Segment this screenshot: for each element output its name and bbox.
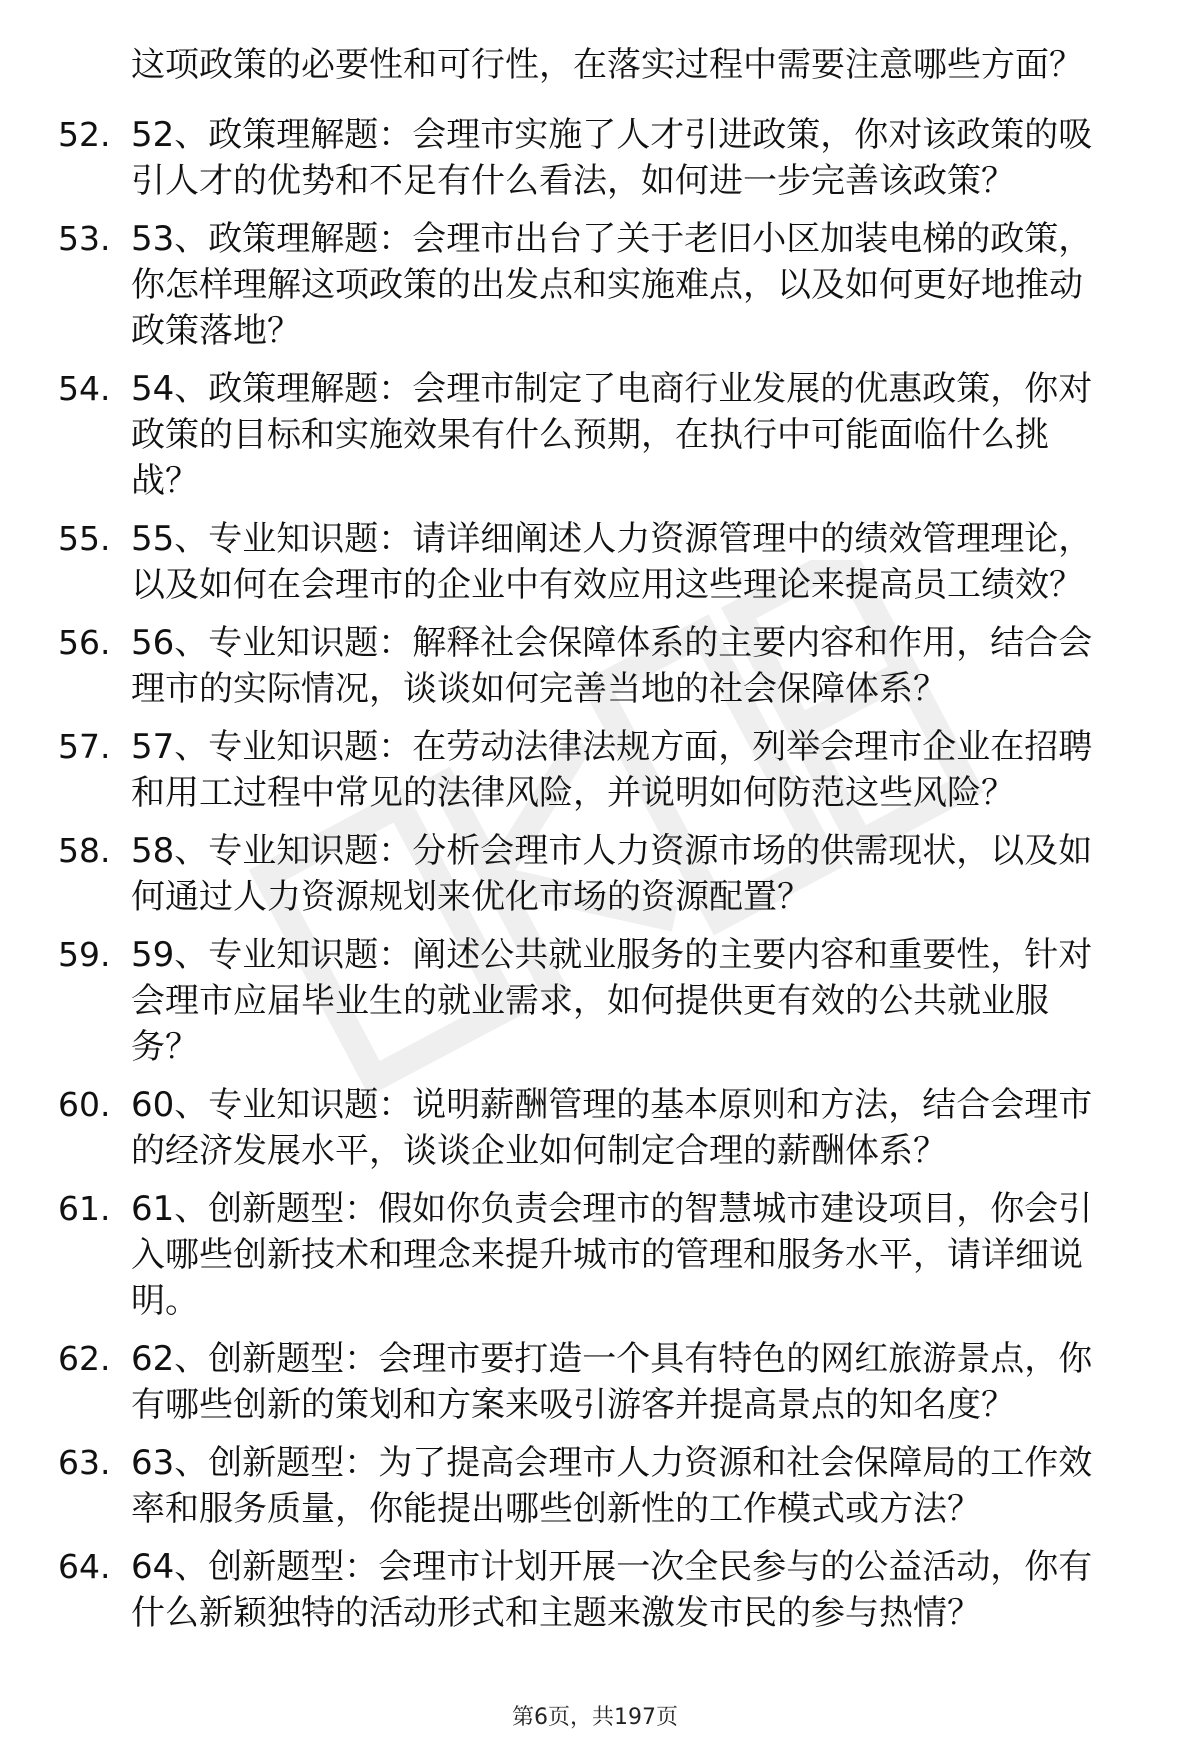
- question-line: 57、专业知识题：在劳动法律法规方面，列举会理市企业在招聘: [131, 727, 1093, 767]
- question-line: 明。: [131, 1281, 199, 1321]
- question-item: [58, 216, 1158, 354]
- question-text: [131, 1544, 1151, 1636]
- question-line: 62、创新题型：会理市要打造一个具有特色的网红旅游景点，你: [131, 1339, 1093, 1379]
- question-line: 54、政策理解题：会理市制定了电商行业发展的优惠政策，你对: [131, 369, 1093, 409]
- question-line: 政策的目标和实施效果有什么预期，在执行中可能面临什么挑: [131, 415, 1049, 455]
- question-number: 56.: [58, 623, 111, 662]
- question-line: 以及如何在会理市的企业中有效应用这些理论来提高员工绩效？: [131, 565, 1083, 605]
- question-number: 61.: [58, 1189, 111, 1228]
- question-line: 何通过人力资源规划来优化市场的资源配置？: [131, 877, 811, 917]
- question-item: [58, 1544, 1158, 1636]
- continuation-text: 这项政策的必要性和可行性，在落实过程中需要注意哪些方面？: [131, 45, 1083, 85]
- question-item: [58, 366, 1158, 504]
- question-line: 60、专业知识题：说明薪酬管理的基本原则和方法，结合会理市: [131, 1085, 1093, 1125]
- question-line: 率和服务质量，你能提出哪些创新性的工作模式或方法？: [131, 1489, 981, 1529]
- question-text: [131, 724, 1151, 816]
- question-line: 53、政策理解题：会理市出台了关于老旧小区加装电梯的政策，: [131, 219, 1093, 259]
- question-text: [131, 1186, 1151, 1324]
- question-number: 64.: [58, 1547, 111, 1586]
- question-item: [58, 112, 1158, 204]
- question-line: 引人才的优势和不足有什么看法，如何进一步完善该政策？: [131, 161, 1015, 201]
- question-line: 战？: [131, 461, 199, 501]
- question-number: 57.: [58, 727, 111, 766]
- question-line: 64、创新题型：会理市计划开展一次全民参与的公益活动，你有: [131, 1547, 1093, 1587]
- question-text: [131, 620, 1151, 712]
- question-item: [58, 1186, 1158, 1324]
- question-line: 入哪些创新技术和理念来提升城市的管理和服务水平，请详细说: [131, 1235, 1083, 1275]
- question-line: 63、创新题型：为了提高会理市人力资源和社会保障局的工作效: [131, 1443, 1093, 1483]
- question-line: 52、政策理解题：会理市实施了人才引进政策，你对该政策的吸: [131, 115, 1093, 155]
- question-line: 58、专业知识题：分析会理市人力资源市场的供需现状，以及如: [131, 831, 1093, 871]
- question-text: [131, 932, 1151, 1070]
- question-line: 务？: [131, 1027, 199, 1067]
- question-text: [131, 112, 1151, 204]
- question-line: 和用工过程中常见的法律风险，并说明如何防范这些风险？: [131, 773, 1015, 813]
- question-number: 62.: [58, 1339, 111, 1378]
- question-number: 53.: [58, 219, 111, 258]
- question-number: 58.: [58, 831, 111, 870]
- question-item: [58, 1336, 1158, 1428]
- question-number: 63.: [58, 1443, 111, 1482]
- question-text: [131, 1082, 1151, 1174]
- question-number: 52.: [58, 115, 111, 154]
- question-line: 56、专业知识题：解释社会保障体系的主要内容和作用，结合会: [131, 623, 1093, 663]
- question-line: 的经济发展水平，谈谈企业如何制定合理的薪酬体系？: [131, 1131, 947, 1171]
- question-line: 你怎样理解这项政策的出发点和实施难点，以及如何更好地推动: [131, 265, 1083, 305]
- question-item: [58, 828, 1158, 920]
- question-list: [58, 112, 1158, 1648]
- question-item: [58, 932, 1158, 1070]
- question-text: [131, 216, 1151, 354]
- question-line: 什么新颖独特的活动形式和主题来激发市民的参与热情？: [131, 1593, 981, 1633]
- question-text: [131, 516, 1151, 608]
- question-text: [131, 366, 1151, 504]
- question-text: [131, 1440, 1151, 1532]
- question-item: [58, 620, 1158, 712]
- question-number: 54.: [58, 369, 111, 408]
- question-number: 55.: [58, 519, 111, 558]
- question-item: [58, 1082, 1158, 1174]
- question-number: 60.: [58, 1085, 111, 1124]
- question-number: 59.: [58, 935, 111, 974]
- question-line: 理市的实际情况，谈谈如何完善当地的社会保障体系？: [131, 669, 947, 709]
- question-line: 政策落地？: [131, 311, 301, 351]
- question-text: [131, 828, 1151, 920]
- question-item: [58, 724, 1158, 816]
- question-text: [131, 1336, 1151, 1428]
- question-item: [58, 516, 1158, 608]
- question-line: 59、专业知识题：阐述公共就业服务的主要内容和重要性，针对: [131, 935, 1093, 975]
- question-line: 61、创新题型：假如你负责会理市的智慧城市建设项目，你会引: [131, 1189, 1093, 1229]
- question-item: [58, 1440, 1158, 1532]
- question-line: 55、专业知识题：请详细阐述人力资源管理中的绩效管理理论，: [131, 519, 1093, 559]
- page-number: 第6页，共197页: [512, 1705, 678, 1730]
- question-line: 会理市应届毕业生的就业需求，如何提供更有效的公共就业服: [131, 981, 1049, 1021]
- question-line: 有哪些创新的策划和方案来吸引游客并提高景点的知名度？: [131, 1385, 1015, 1425]
